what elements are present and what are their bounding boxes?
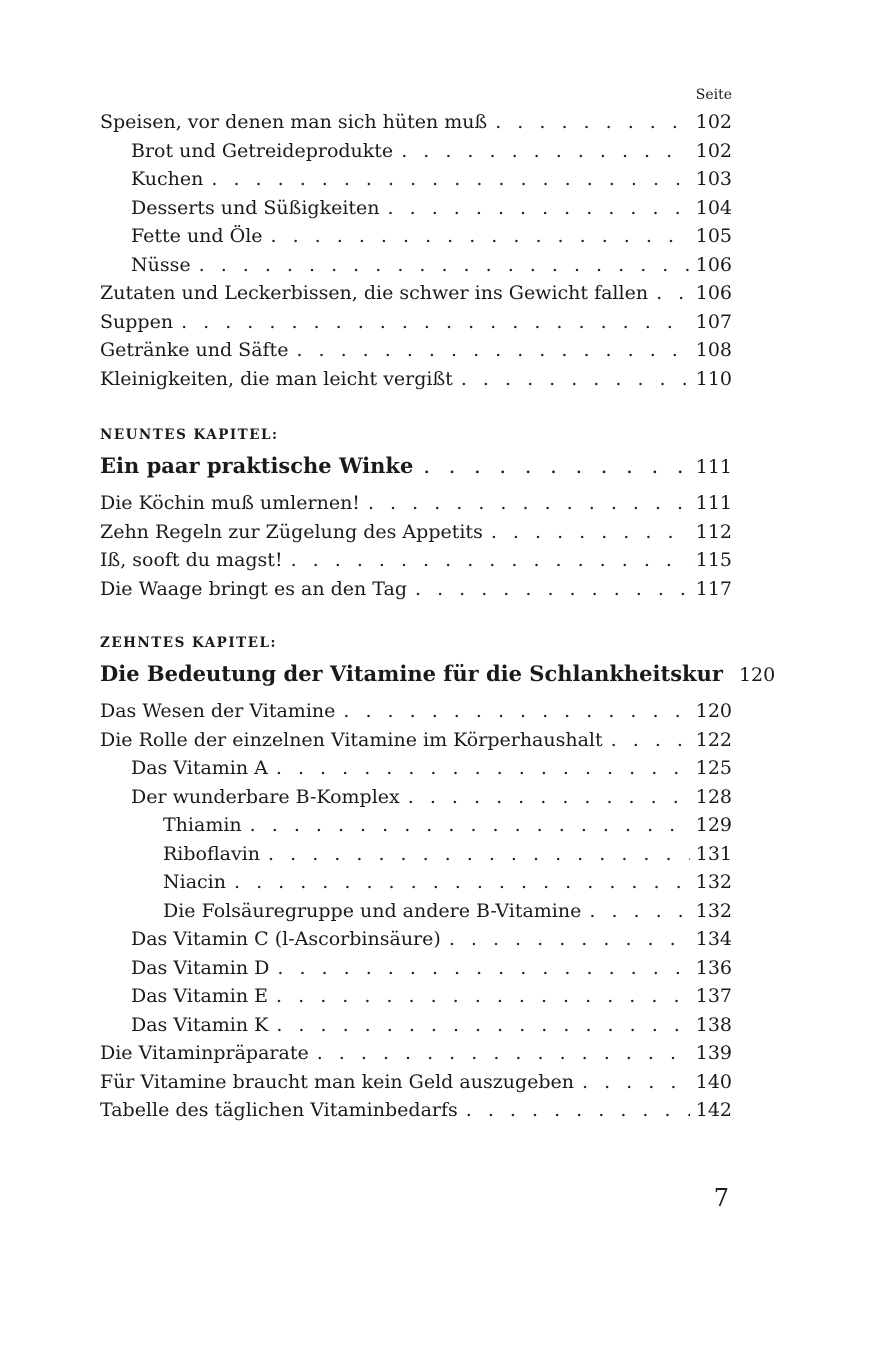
leader-dots <box>181 308 690 337</box>
chapter-10-page: 120 <box>738 664 776 686</box>
toc-entry-page: 138 <box>695 1013 732 1036</box>
toc-entry-title: Die Waage bringt es an den Tag <box>100 577 407 600</box>
toc-entry-title: Nüsse <box>131 253 191 276</box>
toc-entry-title: Kuchen <box>131 168 204 190</box>
leader-dots <box>276 1011 689 1040</box>
spacer <box>100 603 732 629</box>
toc-section-a <box>100 108 732 393</box>
toc-entry <box>100 308 732 337</box>
toc-entry <box>100 222 732 251</box>
toc-entry-page: 132 <box>695 899 732 922</box>
leader-dots <box>401 137 690 166</box>
leader-dots <box>211 165 689 194</box>
toc-entry-title: Die Vitaminpräparate <box>100 1042 309 1064</box>
toc-entry <box>100 925 732 954</box>
toc-entry-page: 103 <box>695 168 732 190</box>
toc-entry-page: 112 <box>695 520 732 543</box>
toc-entry-page: 140 <box>695 1070 732 1093</box>
toc-entry <box>100 165 732 194</box>
leader-dots <box>199 251 690 280</box>
toc-entry <box>100 783 732 812</box>
toc-entry <box>100 137 732 166</box>
spacer <box>100 393 732 421</box>
leader-dots <box>250 811 690 840</box>
toc-entry-page: 134 <box>695 928 732 950</box>
leader-dots <box>491 518 690 547</box>
toc-entry-page: 102 <box>695 111 732 133</box>
toc-entry-title: Das Vitamin D <box>131 956 270 979</box>
toc-entry <box>100 1096 732 1125</box>
toc-entry-page: 128 <box>695 785 732 808</box>
toc-entry-title: Fette und Öle <box>131 225 263 247</box>
toc-entry <box>100 897 732 926</box>
toc-entry-title: Das Vitamin K <box>131 1013 269 1036</box>
chapter-9-page: 111 <box>695 456 732 478</box>
toc-entry-page: 131 <box>695 842 732 865</box>
toc-entry-title: Der wunderbare B-Komplex <box>131 785 400 808</box>
toc-entry <box>100 251 732 280</box>
toc-entry-page: 129 <box>695 814 732 836</box>
toc-entry-title: Speisen, vor denen man sich hüten muß <box>100 111 488 133</box>
table-of-contents <box>100 84 776 1125</box>
toc-entry-page: 102 <box>695 139 732 162</box>
leader-dots <box>423 449 689 483</box>
toc-entry <box>100 697 732 726</box>
toc-entry-page: 106 <box>695 253 732 276</box>
leader-dots <box>495 108 690 137</box>
toc-entry-title: Getränke und Säfte <box>100 339 289 361</box>
toc-entry-title: Thiamin <box>163 814 242 836</box>
toc-entry <box>100 336 732 365</box>
toc-entry <box>100 108 732 137</box>
toc-entry-title: Die Folsäuregruppe und andere B-Vitamine <box>163 899 582 922</box>
leader-dots <box>611 726 690 755</box>
leader-dots <box>271 222 690 251</box>
toc-entry-title: Niacin <box>163 871 226 893</box>
toc-entry-title: Zehn Regeln zur Zügelung des Appetits <box>100 520 483 543</box>
chapter-10-title: Die Bedeutung der Vitamine für die Schlankheitskur <box>100 661 723 686</box>
toc-entry-page: 104 <box>695 196 732 219</box>
toc-entry-title: Das Wesen der Vitamine <box>100 700 336 722</box>
leader-dots <box>291 546 690 575</box>
toc-entry-page: 122 <box>695 728 732 751</box>
toc-entry-title: Das Vitamin A <box>131 757 268 779</box>
toc-entry <box>100 1068 732 1097</box>
leader-dots <box>466 1096 690 1125</box>
page-number: 7 <box>713 1184 729 1212</box>
leader-dots <box>368 489 690 518</box>
leader-dots <box>582 1068 690 1097</box>
toc-entry-page: 125 <box>695 757 732 779</box>
toc-entry-page: 115 <box>695 549 732 571</box>
toc-entry-page: 120 <box>695 700 732 722</box>
toc-entry-page: 108 <box>695 339 732 361</box>
toc-entry-page: 111 <box>695 492 732 514</box>
chapter-9-title: Ein paar praktische Winke <box>100 453 414 478</box>
toc-entry <box>100 365 732 394</box>
leader-dots <box>317 1039 690 1068</box>
toc-entry-page: 139 <box>695 1042 732 1064</box>
leader-dots <box>276 982 690 1011</box>
toc-entry-title: Kleinigkeiten, die man leicht vergißt <box>100 367 453 390</box>
leader-dots <box>343 697 689 726</box>
toc-entry <box>100 954 732 983</box>
toc-entry-title: Tabelle des täglichen Vitaminbedarfs <box>100 1099 458 1121</box>
toc-entry-title: Suppen <box>100 310 174 333</box>
toc-entry-page: 110 <box>695 367 732 390</box>
toc-entry <box>100 575 732 604</box>
leader-dots <box>296 336 689 365</box>
leader-dots <box>234 868 690 897</box>
toc-entry <box>100 518 732 547</box>
toc-entry-page: 142 <box>695 1099 732 1121</box>
chapter-10-heading <box>100 657 776 691</box>
toc-entry <box>100 868 732 897</box>
toc-entry-page: 107 <box>695 310 732 333</box>
toc-entry-page: 117 <box>695 577 732 600</box>
toc-entry-page: 136 <box>695 956 732 979</box>
toc-entry-page: 132 <box>695 871 732 893</box>
toc-entry-title: Zutaten und Leckerbissen, die schwer ins Gewicht fallen <box>100 282 649 304</box>
leader-dots <box>415 575 690 604</box>
leader-dots <box>589 897 689 926</box>
leader-dots <box>268 840 690 869</box>
leader-dots <box>449 925 690 954</box>
toc-chapter-9-entries <box>100 489 732 603</box>
chapter-10-label: ZEHNTES KAPITEL: <box>100 635 277 651</box>
toc-entry <box>100 546 732 575</box>
toc-entry-page: 137 <box>695 985 732 1007</box>
leader-dots <box>276 754 690 783</box>
toc-entry-title: Iß, sooft du magst! <box>100 549 283 571</box>
toc-entry-title: Riboflavin <box>163 842 261 865</box>
toc-entry-title: Das Vitamin C (l-Ascorbinsäure) <box>131 928 441 950</box>
toc-entry <box>100 279 732 308</box>
leader-dots <box>408 783 690 812</box>
toc-entry-title: Desserts und Süßigkeiten <box>131 196 380 219</box>
toc-entry-page: 106 <box>695 282 732 304</box>
page-column-header: Seite <box>695 87 732 103</box>
toc-entry <box>100 754 732 783</box>
toc-entry <box>100 489 732 518</box>
toc-chapter-10-entries <box>100 697 732 1125</box>
leader-dots <box>388 194 690 223</box>
toc-entry-title: Brot und Getreideprodukte <box>131 139 394 162</box>
leader-dots <box>277 954 689 983</box>
leader-dots <box>656 279 690 308</box>
toc-entry-title: Die Rolle der einzelnen Vitamine im Körperhaushalt <box>100 728 603 751</box>
toc-entry-page: 105 <box>695 225 732 247</box>
chapter-9-label: NEUNTES KAPITEL: <box>100 427 279 443</box>
toc-entry <box>100 840 732 869</box>
toc-entry <box>100 1039 732 1068</box>
toc-entry-title: Die Köchin muß umlernen! <box>100 492 360 514</box>
toc-entry <box>100 811 732 840</box>
toc-entry <box>100 726 732 755</box>
toc-entry <box>100 982 732 1011</box>
toc-entry-title: Das Vitamin E <box>131 985 269 1007</box>
toc-entry <box>100 1011 732 1040</box>
chapter-9-heading <box>100 449 732 483</box>
toc-entry <box>100 194 732 223</box>
toc-entry-title: Für Vitamine braucht man kein Geld auszugeben <box>100 1070 574 1093</box>
leader-dots <box>461 365 690 394</box>
